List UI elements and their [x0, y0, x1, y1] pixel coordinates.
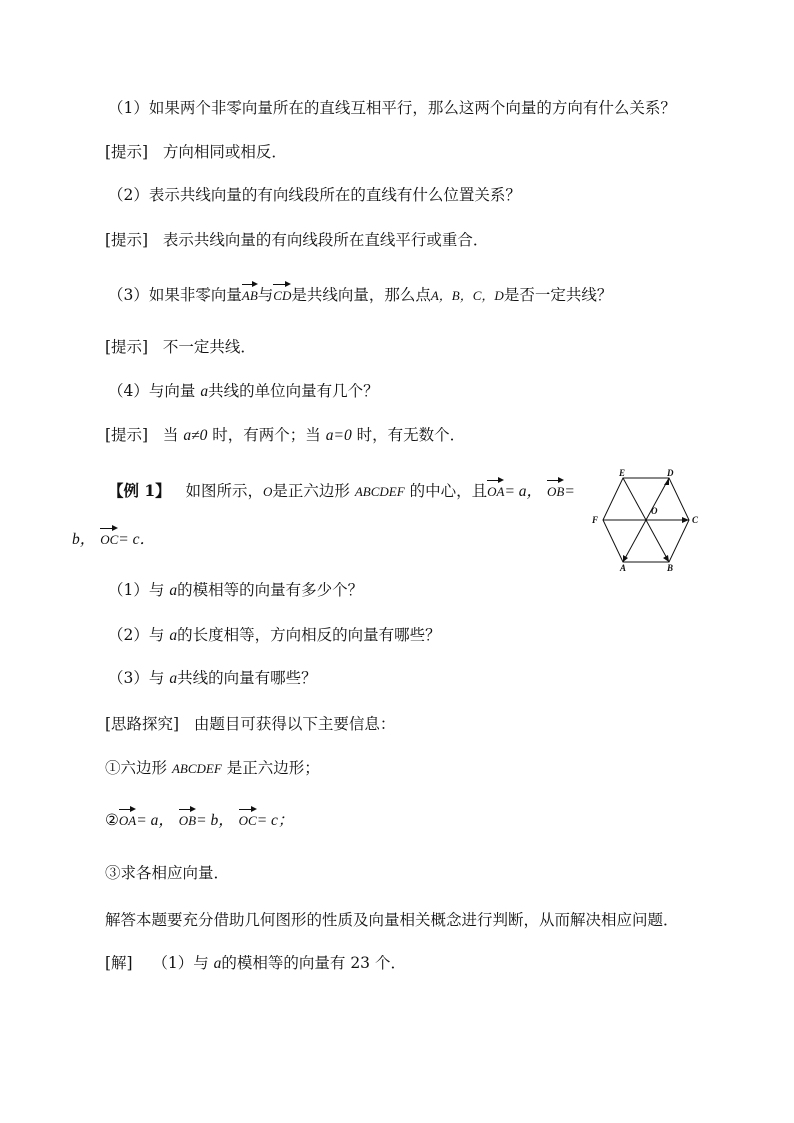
var-a: a — [213, 955, 222, 972]
sub-text: （3）与 — [108, 669, 165, 687]
hint-text: 不一定共线． — [162, 338, 256, 356]
hexagon-name: ABCDEF — [354, 484, 405, 499]
sub-question-2 — [108, 625, 441, 646]
var-a: a — [169, 627, 178, 644]
label-e: E — [619, 468, 626, 478]
example-text: 是正六边形 — [272, 482, 350, 500]
question-1: （1）如果两个非零向量所在的直线互相平行，那么这两个向量的方向有什么关系？ — [108, 99, 676, 117]
label-b: B — [667, 563, 674, 572]
label-o: O — [651, 506, 658, 516]
sub-question-3 — [108, 668, 317, 689]
eq-a: = a， — [136, 812, 174, 829]
vector-oa: OA — [119, 807, 136, 831]
label-a: A — [620, 563, 627, 572]
info-1 — [105, 758, 320, 779]
vector-oc: OC — [239, 807, 257, 831]
question-3 — [108, 282, 612, 306]
vector-ob: OB — [547, 478, 564, 502]
hexagon-figure — [588, 468, 708, 572]
sub-question-1 — [108, 580, 363, 601]
hint-text: 方向相同或相反． — [162, 143, 287, 161]
eq-c: = c． — [118, 531, 155, 548]
hint-text: 当 — [162, 426, 179, 444]
vector-ab: AB — [242, 282, 258, 306]
solution-text: 的模相等的向量有 23 个． — [221, 954, 406, 972]
info-num: ② — [105, 811, 119, 829]
arrow-head — [623, 555, 628, 562]
solution-tag: [解] — [105, 954, 133, 972]
vector-ob: OB — [179, 807, 196, 831]
var-a: a — [169, 582, 178, 599]
hint-tag: [提示] — [105, 338, 149, 356]
label-d: D — [667, 468, 674, 478]
hint-tag: [提示] — [105, 143, 149, 161]
label-f: F — [592, 515, 599, 525]
hint-3 — [105, 337, 256, 357]
eq-b: = — [564, 483, 575, 500]
vector-oa: OA — [487, 478, 504, 502]
q4-text: 共线的单位向量有几个？ — [208, 382, 379, 400]
thinking-text: 由题目可获得以下主要信息： — [193, 715, 396, 733]
info-text: 是正六边形； — [226, 759, 320, 777]
var-a: a — [200, 383, 209, 400]
sub-text: 的模相等的向量有多少个？ — [177, 581, 364, 599]
info-2 — [105, 807, 293, 831]
var-a: a — [169, 670, 178, 687]
var-b: b， — [72, 531, 96, 548]
question-2: （2）表示共线向量的有向线段所在的直线有什么位置关系？ — [108, 186, 521, 204]
example-1-line-1 — [108, 478, 575, 502]
q3-text: 是否一定共线？ — [503, 286, 613, 304]
point-o: O — [262, 484, 273, 499]
eq-b: = b， — [196, 812, 234, 829]
summary: 解答本题要充分借助几何图形的性质及向量相关概念进行判断，从而解决相应问题． — [105, 911, 679, 929]
hint-text: 时，有无数个． — [356, 426, 466, 444]
info-3: ③求各相应向量． — [105, 864, 230, 882]
example-text: 如图所示， — [185, 482, 263, 500]
q3-text: （3）如果非零向量 — [108, 286, 242, 304]
hint-4 — [105, 425, 465, 446]
eq-c: = c； — [256, 812, 294, 829]
hint-tag: [提示] — [105, 231, 149, 249]
sub-text: 共线的向量有哪些？ — [177, 669, 317, 687]
label-c: C — [692, 515, 699, 525]
cond-a-nonzero: a≠0 — [183, 427, 208, 444]
hint-text: 表示共线向量的有向线段所在直线平行或重合． — [162, 231, 489, 249]
q3-text: 与 — [257, 286, 274, 304]
sub-text: 的长度相等，方向相反的向量有哪些？ — [177, 626, 441, 644]
example-1-line-2 — [72, 526, 155, 550]
hexagon-name: ABCDEF — [171, 761, 222, 776]
q4-text: （4）与向量 — [108, 382, 196, 400]
solution-line — [105, 953, 406, 974]
hint-1 — [105, 142, 287, 162]
vector-cd: CD — [273, 282, 291, 306]
example-label: 【例 1】 — [108, 481, 171, 500]
q3-text: 是共线向量，那么点 — [291, 286, 431, 304]
sub-text: （2）与 — [108, 626, 165, 644]
eq-a: = a， — [504, 483, 543, 500]
thinking-tag: [思路探究] — [105, 715, 180, 733]
solution-text: （1）与 — [152, 954, 209, 972]
hint-tag: [提示] — [105, 426, 149, 444]
hint-text: 时，有两个；当 — [212, 426, 321, 444]
question-4 — [108, 381, 379, 402]
example-text: 的中心，且 — [409, 482, 488, 500]
cond-a-zero: a=0 — [325, 427, 352, 444]
info-text: ①六边形 — [105, 759, 168, 777]
vector-oc: OC — [100, 526, 118, 550]
q3-points: A，B，C，D — [430, 288, 504, 303]
thinking-line — [105, 714, 395, 734]
hint-2 — [105, 230, 488, 250]
sub-text: （1）与 — [108, 581, 165, 599]
